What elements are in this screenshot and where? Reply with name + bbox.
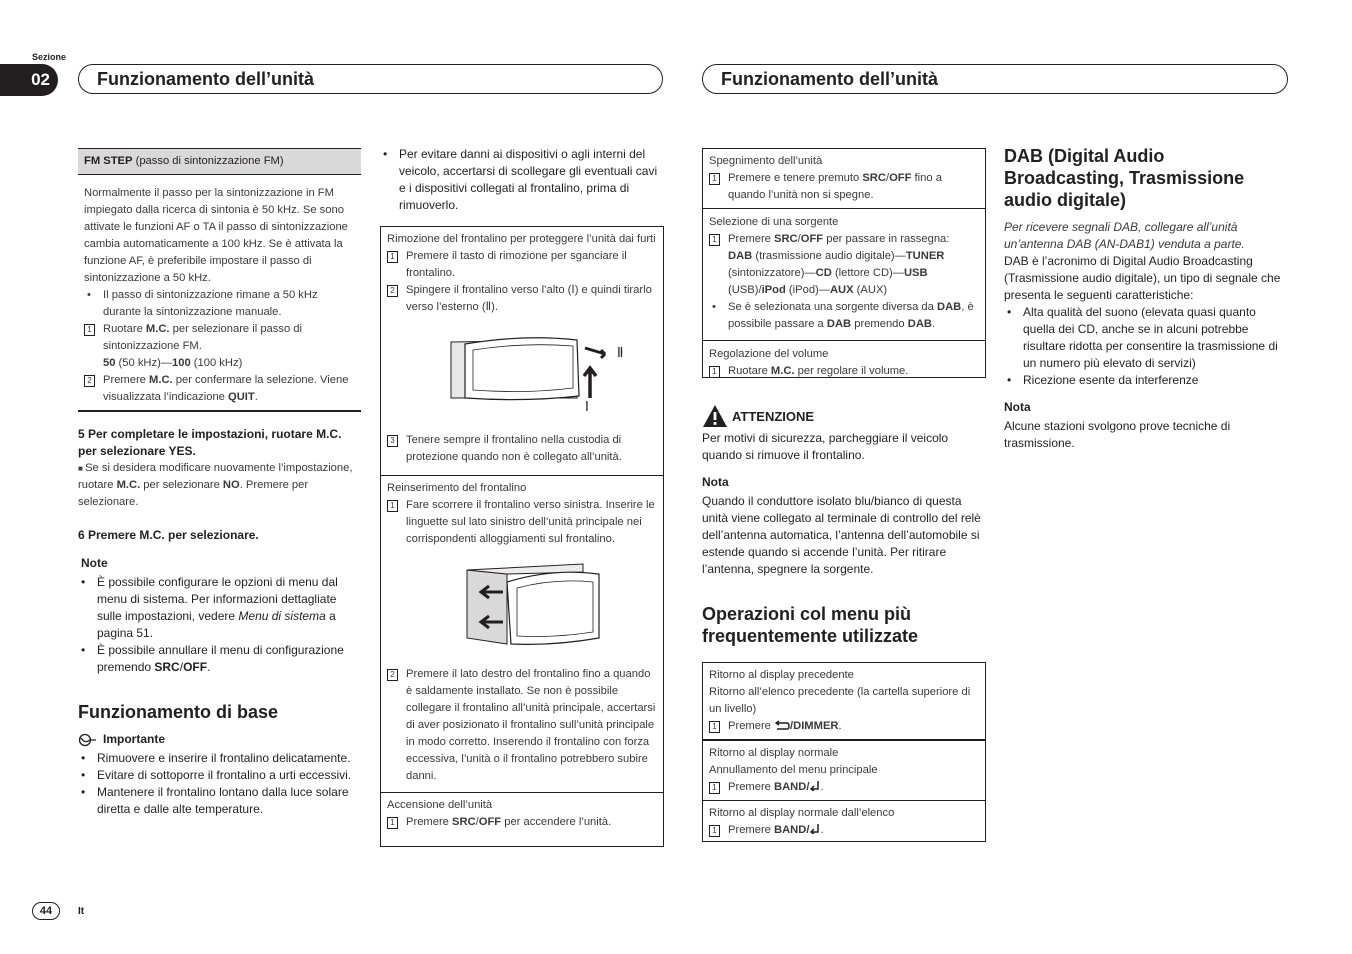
remove-warning-bullet: • Per evitare danni ai dispositivi o agli interni del veicolo, accertarsi di scollegare gli eventuali cavi e i dispositivi collegati al frontalino, prima di rimuoverlo. — [380, 146, 663, 214]
warning-icon — [702, 404, 728, 428]
important-item-1: • Rimuovere e inserire il frontalino delicatamente. — [78, 750, 361, 767]
header-title-left: Funzionamento dell’unità — [78, 64, 663, 94]
fm-step-header: FM STEP (passo di sintonizzazione FM) — [78, 148, 361, 175]
notes-list — [78, 574, 361, 676]
power-off-step-1: 1 Premere e tenere premuto SRC/OFF fino a quando l’unità non si spegne. — [709, 170, 979, 204]
ops-previous-line-1: Ritorno al display precedente — [709, 669, 854, 681]
ops-list-section — [703, 800, 985, 843]
faceplate-insert-illustration — [463, 560, 603, 652]
note-item-2: • È possibile annullare il menu di configurazione premendo SRC/OFF. — [78, 642, 361, 676]
ops-previous-line-2: Ritorno all’elenco precedente (la cartella superiore di un livello) — [709, 686, 971, 715]
power-on-section — [381, 792, 663, 835]
escape-icon — [809, 780, 820, 791]
warning-heading: ATTENZIONE — [702, 404, 814, 428]
volume-section — [703, 340, 985, 384]
reinsert-section — [381, 475, 663, 789]
volume-step-1: 1 Ruotare M.C. per regolare il volume. — [709, 363, 979, 380]
ops-previous-step: 1 Premere /DIMMER. — [709, 718, 979, 735]
ops-normal-step: 1 Premere BAND/ . — [709, 779, 979, 796]
fm-step-step-1: 1 Ruotare M.C. per selezionare il passo di sintonizzazione FM. 50 (50 kHz)—100 (100 kHz) — [84, 321, 355, 372]
power-on-heading: Accensione dell’unità — [387, 799, 493, 811]
removal-step-3: 3 Tenere sempre il frontalino nella custodia di protezione quando non è collegato all’unità. — [387, 432, 657, 466]
dab-section-title: DAB (Digital Audio Broadcasting, Trasmissione audio digitale) — [1004, 146, 1245, 210]
reinsert-step-1: 1 Fare scorrere il frontalino verso sinistra. Inserire le linguette sul lato sinistro dell’unità principale nei corrispondenti alloggiamenti sul frontalino. — [387, 497, 657, 548]
nota-text-2: Alcune stazioni svolgono prove tecniche di trasmissione. — [1004, 419, 1231, 450]
dab-intro-italic: Per ricevere segnali DAB, collegare all’unità un’antenna DAB (AN-DAB1) venduta a parte. — [1004, 220, 1245, 251]
remove-warning-list — [380, 146, 663, 214]
note-heading: Note — [81, 556, 108, 570]
note-item-1: • È possibile configurare le opzioni di menu dal menu di sistema. Per informazioni dettagliate sulle impostazioni, vedere Menu di sistema a pagina 51. — [78, 574, 361, 642]
removal-step-2: 2 Spingere il frontalino verso l’alto (Ⅰ) e quindi tirarlo verso l’esterno (Ⅱ). — [387, 282, 657, 316]
faceplate-removal-illustration — [445, 330, 635, 406]
ops-normal-line-1: Ritorno al display normale — [709, 747, 839, 759]
dab-paragraph: DAB è l’acronimo di Digital Audio Broadcasting (Trasmissione audio digitale), un tipo di segnale che presenta le seguenti caratteristiche: — [1004, 254, 1281, 302]
dab-features-list — [1004, 304, 1288, 389]
faceplate-table — [380, 226, 664, 847]
nota-heading-2: Nota — [1004, 400, 1031, 414]
step-5-note: ■ Se si desidera modificare nuovamente l’impostazione, ruotare M.C. per selezionare NO. Premere per selezionare. — [78, 462, 353, 508]
header-title-right: Funzionamento dell’unità — [702, 64, 1288, 94]
warning-text: Per motivi di sicurezza, parcheggiare il veicolo quando si rimuove il frontalino. — [702, 431, 949, 462]
ops-list-line-1: Ritorno al display normale dall’elenco — [709, 807, 895, 819]
important-list — [78, 750, 361, 818]
nota-heading-1: Nota — [702, 475, 729, 489]
ops-section-title: Operazioni col menu più frequentemente utilizzate — [702, 604, 919, 646]
reinsert-heading: Reinserimento del frontalino — [387, 482, 527, 494]
ops-table — [702, 662, 986, 842]
source-bullet: • Se è selezionata una sorgente diversa da DAB, è possibile passare a DAB premendo DAB. — [709, 299, 979, 333]
arrow-label-ii: Ⅱ — [617, 345, 624, 360]
removal-step-1: 1 Premere il tasto di rimozione per sganciare il frontalino. — [387, 248, 657, 282]
power-on-step-1: 1 Premere SRC/OFF per accendere l’unità. — [387, 814, 657, 831]
reinsert-figure — [387, 556, 657, 666]
section-number-tab: 02 — [0, 64, 58, 96]
language-code: It — [78, 906, 85, 917]
removal-figure — [387, 330, 657, 432]
step-5-title: 5 Per completare le impostazioni, ruotare M.C. per selezionare YES. — [78, 427, 342, 458]
escape-icon — [809, 823, 820, 834]
fm-step-paragraph: Normalmente il passo per la sintonizzazione in FM impiegato dalla ricerca di sintonia è 50 kHz. Se sono attivate le funzioni AF o TA il passo di sintonizzazione cambia automaticamente a 100 kHz. Se è attivata la funzione AF, è preferibile impostare il passo di sintonizzazione a 50 kHz. — [84, 187, 348, 284]
ops-list-step: 1 Premere BAND/ . — [709, 822, 979, 839]
important-item-2: • Evitare di sottoporre il frontalino a urti eccessivi. — [78, 767, 361, 784]
power-off-heading: Spegnimento dell’unità — [709, 155, 823, 167]
source-step-1: 1 Premere SRC/OFF per passare in rassegna: DAB (trasmissione audio digitale)—TUNER (sintonizzatore)—CD (lettore CD)—USB (USB)/iPod (iPod)—AUX (AUX) — [709, 231, 979, 299]
ops-previous-section — [703, 663, 985, 739]
step-6-title: 6 Premere M.C. per selezionare. — [78, 528, 259, 542]
page-number: 44 — [32, 902, 60, 920]
dab-feature-1: • Alta qualità del suono (elevata quasi quanto quella dei CD, anche se in alcuni potrebbe risultare ridotta per consentire la trasmissione di un numero più elevato di servizi) — [1004, 304, 1288, 372]
power-off-section — [703, 149, 985, 208]
ops-normal-section — [703, 739, 985, 800]
back-icon — [774, 720, 790, 730]
fm-step-bullet: • Il passo di sintonizzazione rimane a 50 kHz durante la sintonizzazione manuale. — [84, 287, 355, 321]
reinsert-step-2: 2 Premere il lato destro del frontalino fino a quando è saldamente installato. Se non è possibile collegare il frontalino all’unità principale, accertarsi di aver posizionato il frontalino sull’unità principale in modo corretto. Inserendo il frontalino con forza eccessiva, l’unità o il frontalino potrebbero subire danni. — [387, 666, 657, 785]
source-heading: Selezione di una sorgente — [709, 216, 839, 228]
ops-normal-line-2: Annullamento del menu principale — [709, 764, 878, 776]
source-section — [703, 208, 985, 337]
important-icon — [78, 733, 98, 747]
fm-step-body — [78, 175, 361, 412]
base-section-title: Funzionamento di base — [78, 702, 279, 722]
important-item-3: • Mantenere il frontalino lontano dalla luce solare diretta e dalle alte temperature. — [78, 784, 361, 818]
power-source-table — [702, 148, 986, 378]
removal-section — [381, 227, 663, 470]
removal-heading: Rimozione del frontalino per proteggere l’unità dai furti — [387, 233, 656, 245]
section-label: Sezione — [32, 52, 67, 62]
fm-step-step-2: 2 Premere M.C. per confermare la selezione. Viene visualizzata l’indicazione QUIT. — [84, 372, 355, 406]
nota-text-1: Quando il conduttore isolato blu/bianco di questa unità viene collegato al terminale di controllo del relè dell’antenna automatica, l’antenna dell’automobile si estende quando si accende l’unità. Per ritirare l’antenna, spegnere la sorgente. — [702, 494, 981, 576]
important-heading: Importante — [78, 731, 165, 748]
fm-step-table — [78, 148, 361, 412]
arrow-label-i: Ⅰ — [585, 399, 589, 414]
volume-heading: Regolazione del volume — [709, 348, 829, 360]
dab-feature-2: • Ricezione esente da interferenze — [1004, 372, 1288, 389]
